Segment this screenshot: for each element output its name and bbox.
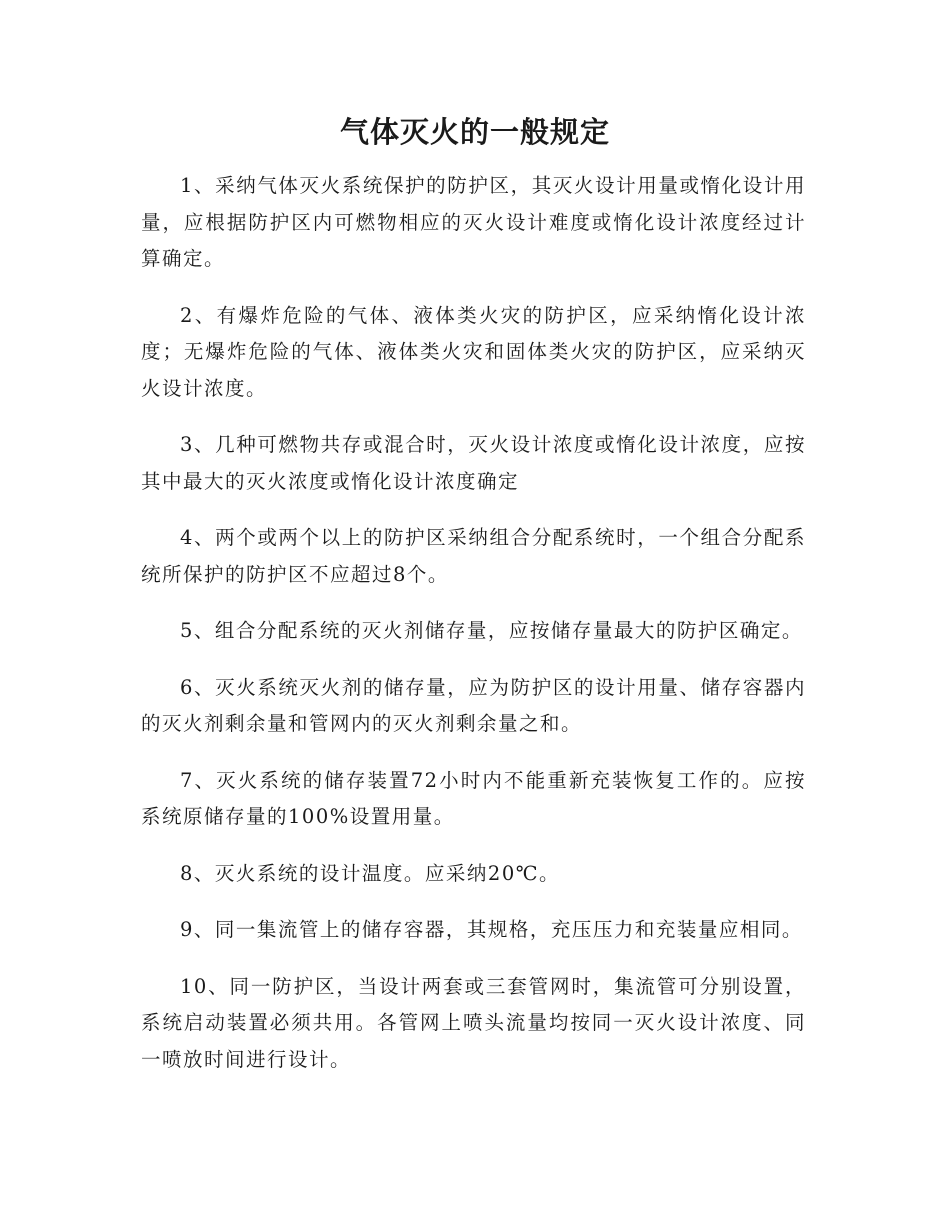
paragraph-10: 10、同一防护区，当设计两套或三套管网时，集流管可分别设置，系统启动装置必须共用。各管网上喷头流量均按同一灭火设计浓度、同一喷放时间进行设计。 — [141, 974, 806, 1071]
paragraph-5: 5、组合分配系统的灭火剂储存量，应按储存量最大的防护区确定。 — [180, 619, 803, 642]
paragraph-3: 3、几种可燃物共存或混合时，灭火设计浓度或惰化设计浓度，应按其中最大的灭火浓度或惰化设计浓度确定 — [141, 433, 806, 493]
paragraph-8: 8、灭火系统的设计温度。应采纳20℃。 — [180, 861, 561, 885]
paragraph-7: 7、灭火系统的储存装置72小时内不能重新充装恢复工作的。应按系统原储存量的100%设置用量。 — [141, 768, 806, 828]
document-title: 气体灭火的一般规定 — [339, 115, 610, 149]
document-body — [141, 168, 806, 1098]
paragraph-2: 2、有爆炸危险的气体、液体类火灾的防护区，应采纳惰化设计浓度；无爆炸危险的气体、液体类火灾和固体类火灾的防护区，应采纳灭火设计浓度。 — [141, 303, 806, 400]
paragraph-9: 9、同一集流管上的储存容器，其规格，充压压力和充装量应相同。 — [180, 918, 803, 941]
paragraph-6: 6、灭火系统灭火剂的储存量，应为防护区的设计用量、储存容器内的灭火剂剩余量和管网内的灭火剂剩余量之和。 — [141, 675, 806, 735]
paragraph-1: 1、采纳气体灭火系统保护的防护区，其灭火设计用量或惰化设计用量，应根据防护区内可燃物相应的灭火设计难度或惰化设计浓度经过计算确定。 — [141, 174, 806, 270]
paragraph-4: 4、两个或两个以上的防护区采纳组合分配系统时，一个组合分配系统所保护的防护区不应超过8个。 — [141, 526, 806, 586]
